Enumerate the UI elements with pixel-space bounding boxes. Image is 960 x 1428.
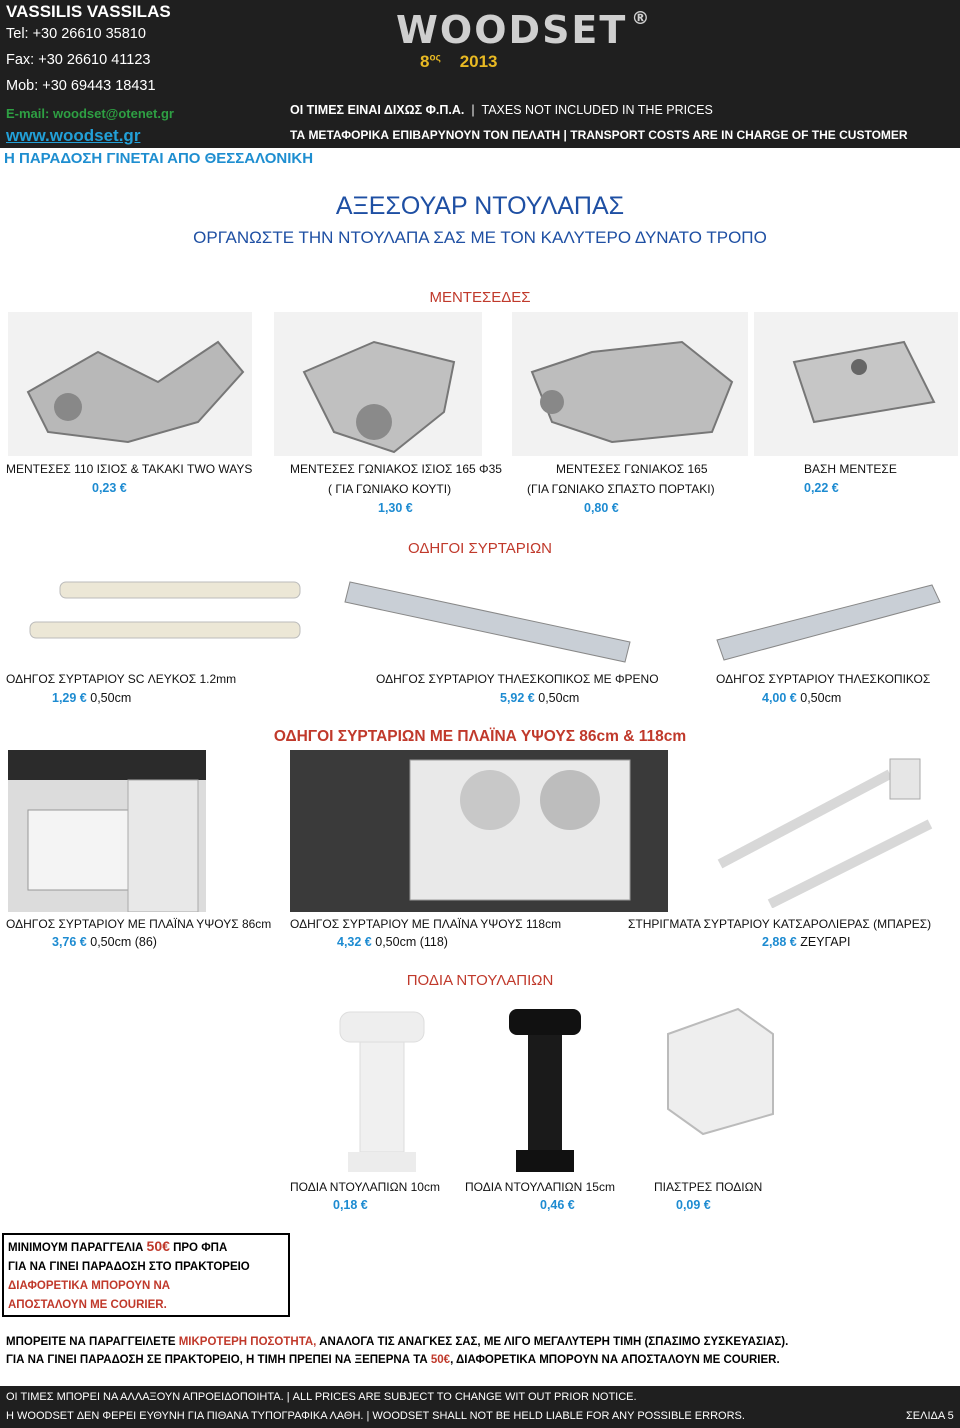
slide-2-unit: 0,50cm [538, 691, 580, 705]
slide-1-price-row [52, 691, 131, 705]
note-1-end: ΑΝΑΛΟΓΑ ΤΙΣ ΑΝΑΓΚΕΣ ΣΑΣ, ΜΕ ΛΙΓΟ ΜΕΓΑΛΥΤΕΡΗ ΤΙΜΗ (ΣΠΑΣΙΜΟ ΣΥΣΚΕΥΑΣΙΑΣ). [316, 1336, 789, 1348]
sided-3-price: 2,88 € [762, 935, 797, 949]
transport-notice: ΤΑ ΜΕΤΑΦΟΡΙΚΑ ΕΠΙΒΑΡΥΝΟΥΝ ΤΟΝ ΠΕΛΑΤΗ | TRANSPORT COSTS ARE IN CHARGE OF THE CUSTOMER [290, 128, 908, 142]
note-1-start: ΜΠΟΡΕΙΤΕ ΝΑ ΠΑΡΑΓΓΕΙΛΕΤΕ [6, 1336, 179, 1348]
minorder-line-4: ΑΠΟΣΤΑΛΟΥΝ ΜΕ COURIER. [8, 1299, 167, 1311]
sided-2-name: ΟΔΗΓΟΣ ΣΥΡΤΑΡΙΟΥ ΜΕ ΠΛΑΪΝΑ ΥΨΟΥΣ 118cm [290, 917, 562, 931]
slide-1-price: 1,29 € [52, 691, 87, 705]
note-2-start: ΓΙΑ ΝΑ ΓΙΝΕΙ ΠΑΡΑΔΟΣΗ ΣΕ ΠΡΑΚΤΟΡΕΙΟ, Η ΤΙΜΗ ΠΡΕΠΕΙ ΝΑ ΞΕΠΕΡΝΑ ΤΑ [6, 1354, 431, 1366]
section-hinges: ΜΕΝΤΕΣΕΔΕΣ [429, 289, 531, 306]
sided-1-price: 3,76 € [52, 935, 87, 949]
leg-15cm-photo [504, 1004, 586, 1176]
drawer-86-photo [8, 750, 206, 912]
sided-3-unit: ΖΕΥΓΑΡΙ [800, 935, 851, 949]
note-1-highlight: ΜΙΚΡΟΤΕΡΗ ΠΟΣΟΤΗΤΑ, [178, 1336, 317, 1348]
logo-registered-mark: ® [631, 8, 652, 29]
footer-liability-disclaimer: Η WOODSET ΔΕΝ ΦΕΡΕΙ ΕΥΘΥΝΗ ΓΙΑ ΠΙΘΑΝΑ ΤΥΠΟΓΡΑΦΙΚΑ ΛΑΘΗ. | WOODSET SHALL NOT BE HELD LIABLE FOR ANY POSSIBLE ERRORS. [6, 1410, 745, 1422]
slide-2-name: ΟΔΗΓΟΣ ΣΥΡΤΑΡΙΟΥ ΤΗΛΕΣΚΟΠΙΚΟΣ ΜΕ ΦΡΕΝΟ [376, 672, 659, 686]
fax: Fax: +30 26610 41123 [6, 52, 151, 68]
hinge-3-price: 0,80 € [584, 501, 619, 515]
minorder-line-2: ΓΙΑ ΝΑ ΓΙΝΕΙ ΠΑΡΑΔΟΣΗ ΣΤΟ ΠΡΑΚΤΟΡΕΙΟ [8, 1261, 250, 1273]
hinge-3-sub: (ΓΙΑ ΓΩΝΙΑΚΟ ΣΠΑΣΤΟ ΠΟΡΤΑΚΙ) [527, 482, 715, 496]
sided-1-price-row [52, 935, 157, 949]
slide-1-unit: 0,50cm [90, 691, 132, 705]
note-2-amount: 50€ [430, 1354, 451, 1366]
note-agency-delivery [6, 1354, 780, 1366]
minimum-order-box [2, 1233, 290, 1317]
hinge-2-sub: ( ΓΙΑ ΓΩΝΙΑΚΟ ΚΟΥΤΙ) [328, 482, 452, 496]
delivery-notice: Η ΠΑΡΑΔΟΣΗ ΓΙΝΕΤΑΙ ΑΠΟ ΘΕΣΣΑΛΟΝΙΚΗ [4, 150, 314, 167]
leg-1-price: 0,18 € [333, 1198, 368, 1212]
sided-1-unit: 0,50cm (86) [90, 935, 157, 949]
tax-notice-en: TAXES NOT INCLUDED IN THE PRICES [481, 103, 713, 117]
sided-3-price-row [762, 935, 850, 949]
slide-sc-white-photo [20, 562, 310, 666]
minorder-label: ΜΙΝΙΜΟΥΜ ΠΑΡΑΓΓΕΛΙΑ [8, 1242, 147, 1254]
footer-bar [0, 1386, 960, 1428]
leg-3-price: 0,09 € [676, 1198, 711, 1212]
hinge-1-name: ΜΕΝΤΕΣΕΣ 110 ΙΣΙΟΣ & ΤΑΚΑΚΙ TWO WAYS [6, 462, 253, 476]
hinge-straight-photo [8, 312, 252, 456]
note-smaller-quantity [6, 1336, 788, 1348]
leg-3-name: ΠΙΑΣΤΡΕΣ ΠΟΔΙΩΝ [654, 1180, 763, 1194]
leg-clip-photo [658, 1004, 780, 1138]
leg-2-name: ΠΟΔΙΑ ΝΤΟΥΛΑΠΙΩΝ 15cm [465, 1180, 615, 1194]
section-drawer-slides: ΟΔΗΓΟΙ ΣΥΡΤΑΡΙΩΝ [407, 540, 553, 557]
hinge-2-price: 1,30 € [378, 501, 413, 515]
logo-text: WOODSET [396, 8, 628, 52]
sided-1-name: ΟΔΗΓΟΣ ΣΥΡΤΑΡΙΟΥ ΜΕ ΠΛΑΪΝΑ ΥΨΟΥΣ 86cm [6, 917, 272, 931]
slide-3-price: 4,00 € [762, 691, 797, 705]
hinge-4-name: ΒΑΣΗ ΜΕΝΤΕΣΕ [804, 462, 897, 476]
woodset-logo [396, 8, 651, 52]
header-bar [0, 0, 960, 148]
company-name: VASSILIS VASSILAS [6, 2, 171, 21]
edition-number: 8 [420, 52, 430, 71]
footer-price-disclaimer: ΟΙ ΤΙΜΕΣ ΜΠΟΡΕΙ ΝΑ ΑΛΛΑΞΟΥΝ ΑΠΡΟΕΙΔΟΠΟΙΗΤΑ. | ALL PRICES ARE SUBJECT TO CHANGE WIT OUT PRIOR NOTICE. [6, 1391, 637, 1403]
minorder-amount: 50€ [146, 1238, 170, 1254]
sided-2-price: 4,32 € [337, 935, 372, 949]
section-cabinet-legs: ΠΟΔΙΑ ΝΤΟΥΛΑΠΙΩΝ [406, 972, 554, 989]
leg-2-price: 0,46 € [540, 1198, 575, 1212]
sided-3-name: ΣΤΗΡΙΓΜΑΤΑ ΣΥΡΤΑΡΙΟΥ ΚΑΤΣΑΡΟΛΙΕΡΑΣ (ΜΠΑΡΕΣ) [628, 917, 932, 931]
slide-3-unit: 0,50cm [800, 691, 842, 705]
page-subtitle: ΟΡΓΑΝΩΣΤΕ ΤΗΝ ΝΤΟΥΛΑΠΑ ΣΑΣ ΜΕ ΤΟΝ ΚΑΛΥΤΕΡΟ ΔΥΝΑΤΟ ΤΡΟΠΟ [193, 228, 767, 247]
section-sided-drawers: ΟΔΗΓΟΙ ΣΥΡΤΑΡΙΩΝ ΜΕ ΠΛΑΪΝΑ ΥΨΟΥΣ 86cm & 118cm [273, 728, 687, 745]
slide-3-price-row [762, 691, 841, 705]
hinge-corner-straight-photo [274, 312, 482, 456]
leg-1-name: ΠΟΔΙΑ ΝΤΟΥΛΑΠΙΩΝ 10cm [290, 1180, 440, 1194]
edition-suffix: ος [429, 52, 441, 64]
tax-notice: ΟΙ ΤΙΜΕΣ ΕΙΝΑΙ ΔΙΧΩΣ Φ.Π.Α. | TAXES NOT INCLUDED IN THE PRICES [290, 103, 713, 117]
edition-year: 2013 [459, 52, 498, 71]
drawer-118-photo [290, 750, 668, 912]
phone: Tel: +30 26610 35810 [6, 26, 146, 42]
sided-2-unit: 0,50cm (118) [375, 935, 448, 949]
website-link[interactable]: www.woodset.gr [6, 126, 141, 145]
sided-2-price-row [337, 935, 448, 949]
page-title: ΑΞΕΣΟΥΑΡ ΝΤΟΥΛΑΠΑΣ [335, 192, 625, 220]
slide-telescopic-photo [712, 580, 944, 664]
minorder-line-1 [4, 1237, 288, 1258]
page-number: ΣΕΛΙΔΑ 5 [906, 1410, 954, 1422]
hinge-corner-photo [512, 312, 748, 456]
minorder-line-3: ΔΙΑΦΟΡΕΤΙΚΑ ΜΠΟΡΟΥΝ ΝΑ [8, 1280, 171, 1292]
hinge-1-price: 0,23 € [92, 481, 127, 495]
slide-telescopic-brake-photo [340, 572, 632, 664]
hinge-4-price: 0,22 € [804, 481, 839, 495]
hinge-base-photo [754, 312, 958, 456]
minorder-vat: ΠΡΟ ΦΠΑ [169, 1242, 228, 1254]
slide-2-price: 5,92 € [500, 691, 535, 705]
hinge-3-name: ΜΕΝΤΕΣΕΣ ΓΩΝΙΑΚΟΣ 165 [556, 462, 708, 476]
edition [420, 52, 498, 72]
tax-notice-gr: ΟΙ ΤΙΜΕΣ ΕΙΝΑΙ ΔΙΧΩΣ Φ.Π.Α. [290, 103, 465, 117]
hinge-2-name: ΜΕΝΤΕΣΕΣ ΓΩΝΙΑΚΟΣ ΙΣΙΟΣ 165 Φ35 [290, 462, 502, 476]
slide-1-name: ΟΔΗΓΟΣ ΣΥΡΤΑΡΙΟΥ SC ΛΕΥΚΟΣ 1.2mm [6, 672, 237, 686]
note-2-end: , ΔΙΑΦΟΡΕΤΙΚΑ ΜΠΟΡΟΥΝ ΝΑ ΑΠΟΣΤΑΛΟΥΝ ΜΕ COURIER. [450, 1354, 780, 1366]
slide-2-price-row [500, 691, 579, 705]
email[interactable]: E-mail: woodset@otenet.gr [6, 106, 174, 121]
leg-10cm-photo [330, 1002, 434, 1176]
mobile: Mob: +30 69443 18431 [6, 78, 156, 94]
drawer-bars-photo [700, 754, 958, 908]
slide-3-name: ΟΔΗΓΟΣ ΣΥΡΤΑΡΙΟΥ ΤΗΛΕΣΚΟΠΙΚΟΣ [716, 672, 931, 686]
